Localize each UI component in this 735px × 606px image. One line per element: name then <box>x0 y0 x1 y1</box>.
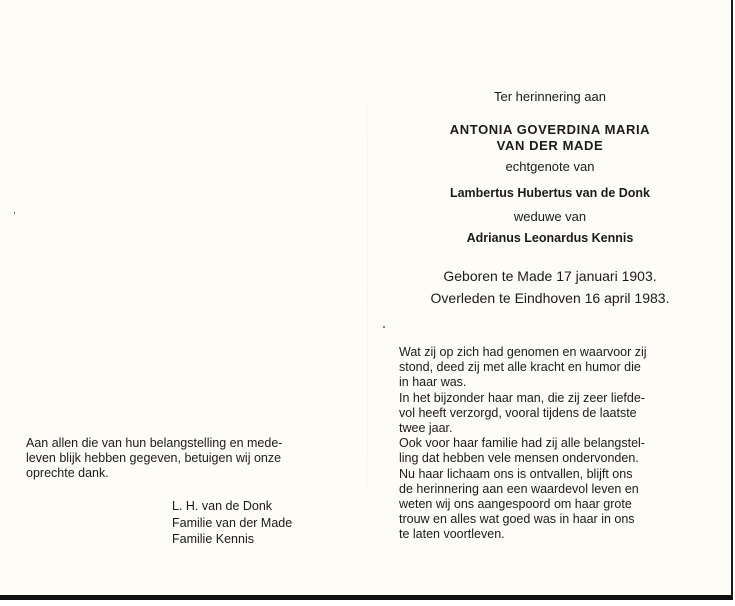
text-line: stond, deed zij met alle kracht en humor die <box>399 360 641 375</box>
intro-text: Ter herinnering aan <box>493 89 607 104</box>
spouse-name-2: Adrianus Leonardus Kennis <box>466 231 634 245</box>
print-speck <box>14 212 15 214</box>
deceased-name-line1: ANTONIA GOVERDINA MARIA <box>449 122 651 137</box>
spouse-name-1: Lambertus Hubertus van de Donk <box>449 186 651 200</box>
text-line: weten wij ons aangespoord om haar grote <box>399 497 632 512</box>
text-line: vol heeft verzorgd, vooral tijdens de laatste <box>399 405 637 420</box>
signer-name: Familie Kennis <box>172 532 254 546</box>
birth-date: Geboren te Made 17 januari 1903. <box>443 268 657 284</box>
signers-list <box>172 498 292 548</box>
spouse-label-1: echtgenote van <box>505 159 595 174</box>
text-line: te laten voortleven. <box>399 527 505 542</box>
signer-name: L. H. van de Donk <box>172 499 273 513</box>
thanks-line: oprechte dank. <box>26 466 109 481</box>
deceased-name <box>400 122 700 154</box>
text-line: Nu haar lichaam ons is ontvallen, blijft ons <box>399 466 633 481</box>
death-date: Overleden te Eindhoven 16 april 1983. <box>430 290 670 306</box>
thanks-line: Aan allen die van hun belangstelling en mede- <box>26 436 283 450</box>
remembrance-text <box>399 345 647 543</box>
thanks-text <box>26 436 282 482</box>
deceased-name-line2: VAN DER MADE <box>496 138 604 153</box>
text-line: trouw en alles wat goed was in haar in ons <box>399 512 635 527</box>
spouse-label-2: weduwe van <box>513 209 587 224</box>
print-speck <box>383 326 385 328</box>
card-fold-line <box>367 0 368 595</box>
text-line: in haar was. <box>399 375 467 390</box>
thanks-line: leven blijk hebben gegeven, betuigen wij onze <box>26 451 282 466</box>
text-line: In het bijzonder haar man, die zij zeer liefde- <box>399 390 645 405</box>
text-line: twee jaar. <box>399 421 453 436</box>
text-line: Wat zij op zich had genomen en waarvoor zij <box>399 345 647 359</box>
text-line: ling dat hebben vele mensen ondervonden. <box>399 451 639 466</box>
text-line: Ook voor haar familie had zij alle belangstel- <box>399 436 645 451</box>
text-line: de herinnering aan een waardevol leven en <box>399 481 639 496</box>
signer-name: Familie van der Made <box>172 515 293 530</box>
